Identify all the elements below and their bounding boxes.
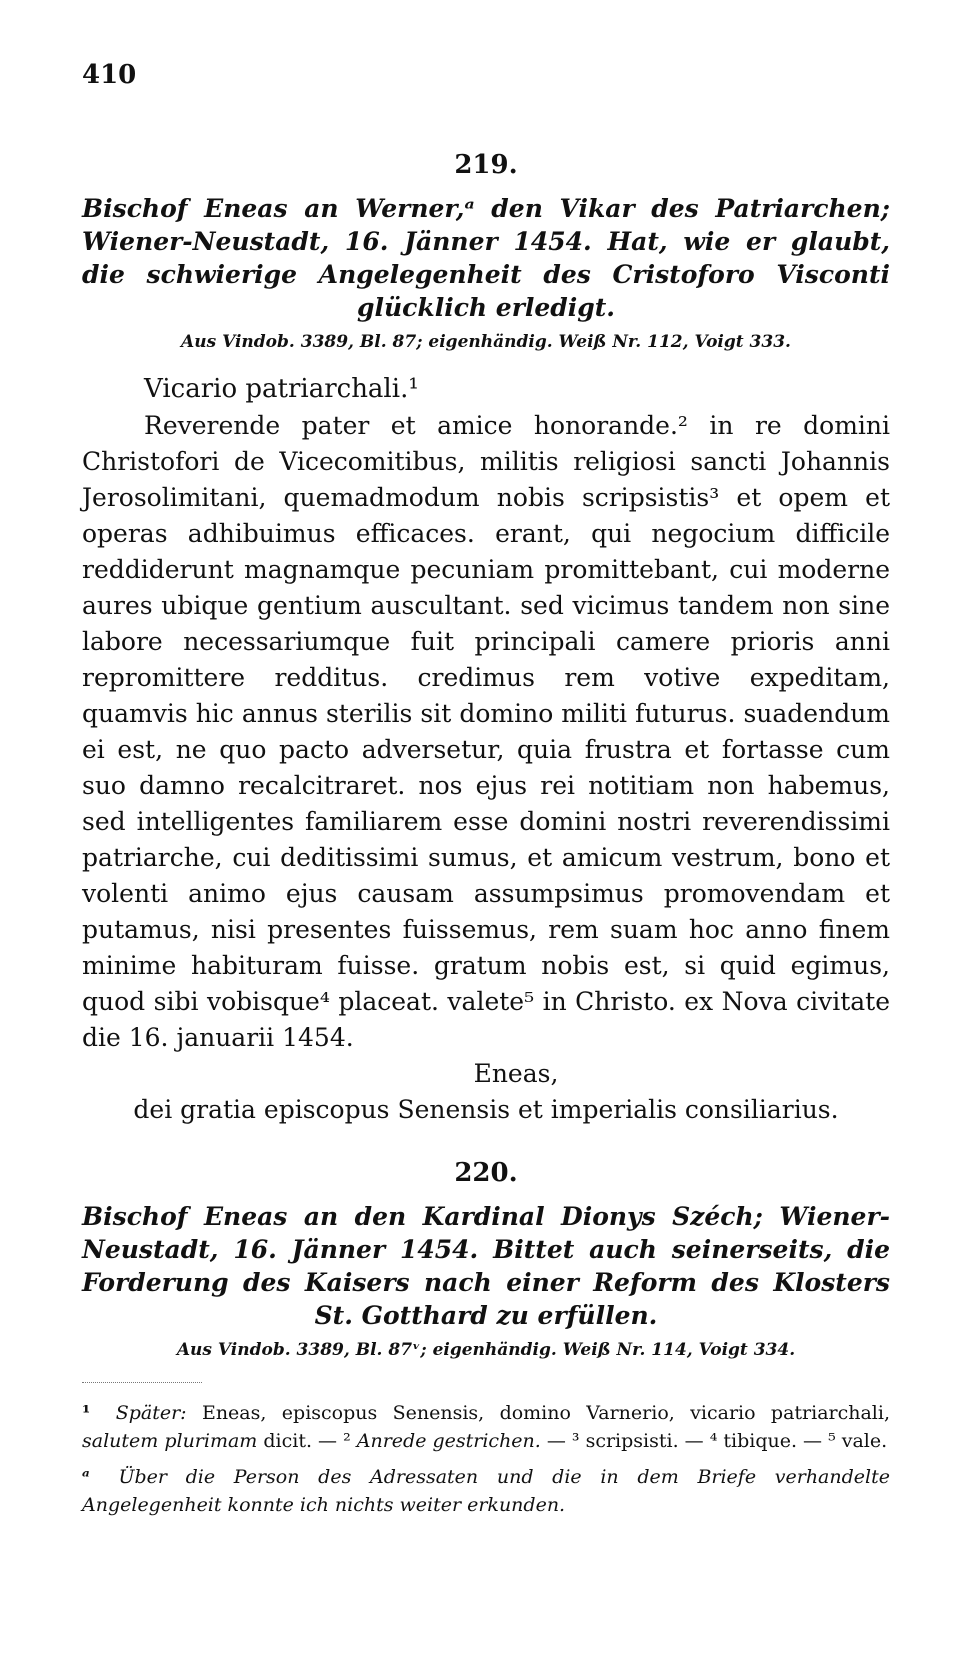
letter-219-signature: Eneas, <box>473 1059 559 1088</box>
letter-219-heading: Bischof Eneas an Werner,ᵃ den Vikar des Patriarchen; Wiener-Neustadt, 16. Jänner 1454. Hat, wie er glaubt, die schwierige Angelegenheit des Cristoforo Visconti glücklich erledigt. <box>82 194 890 322</box>
footnote-divider <box>82 1382 202 1383</box>
letter-219-body: Reverende pater et amice honorande.² in re domini Christofori de Vicecomitibus, militis religiosi sancti Johannis Jerosolimitani, quemadmodum nobis scripsistis³ et opem et operas adhibuimus efficaces. erant, qui negocium difficile reddiderunt magnamque pecuniam promittebant, cui moderne aures ubique gentium auscultant. sed vicimus tandem non sine labore necessariumque fuit principali camere prioris anni repromittere redditus. credimus rem votive expeditam, quamvis hic annus sterilis sit domino militi futurus. suadendum ei est, ne quo pacto adversetur, quia frustra et fortasse cum suo damno recalcitraret. nos ejus rei notitiam non habemus, sed intelligentes familiarem esse domini nostri reverendissimi patriarche, cui deditissimi sumus, et amicum vestrum, bono et volenti animo ejus causam assumpsimus promovendam et putamus, nisi presentes fuissemus, rem suam hoc anno finem minime habituram fuisse. gratum nobis est, si quid egimus, quod sibi vobisque⁴ placeat. valete⁵ in Christo. ex Nova civitate die 16. januarii 1454. <box>82 411 890 1052</box>
letter-219-salutation: Vicario patriarchali.¹ <box>144 374 419 404</box>
footnote-1 <box>82 1399 890 1455</box>
footnote-1-text-2: dicit. — ² <box>263 1430 351 1452</box>
footnote-1-label-2: salutem plurimam <box>82 1430 258 1452</box>
letter-220-source: Aus Vindob. 3389, Bl. 87ᵛ; eigenhändig. Weiß Nr. 114, Voigt 334. <box>176 1340 796 1360</box>
footnote-1-label: Später: <box>115 1402 187 1424</box>
footnote-a-marker: ᵃ <box>82 1466 90 1488</box>
letter-number-219: 219. <box>454 150 518 180</box>
footnote-a <box>82 1463 890 1519</box>
footnote-1-text: Eneas, episcopus Senensis, domino Varnerio, vicario patriarchali, <box>201 1402 890 1424</box>
footnote-2-label: Anrede gestrichen. <box>356 1430 541 1452</box>
letter-number-220: 220. <box>454 1158 518 1188</box>
letter-219-signature-title: dei gratia episcopus Senensis et imperialis consiliarius. <box>133 1095 839 1124</box>
footnote-a-text: Über die Person des Adressaten und die in dem Briefe verhandelte Angelegenheit konnte ich nichts weiter erkunden. <box>82 1466 890 1516</box>
footnote-3-text: — ³ scripsisti. — ⁴ tibique. — ⁵ vale. <box>546 1430 888 1452</box>
letter-219-source: Aus Vindob. 3389, Bl. 87; eigenhändig. Weiß Nr. 112, Voigt 333. <box>181 332 791 352</box>
page-number: 410 <box>82 60 137 90</box>
letter-220-heading: Bischof Eneas an den Kardinal Dionys Széch; Wiener-Neustadt, 16. Jänner 1454. Bittet auch seinerseits, die Forderung des Kaisers nach einer Reform des Klosters St. Gotthard zu erfüllen. <box>82 1202 890 1330</box>
footnote-1-marker: ¹ <box>82 1402 91 1424</box>
